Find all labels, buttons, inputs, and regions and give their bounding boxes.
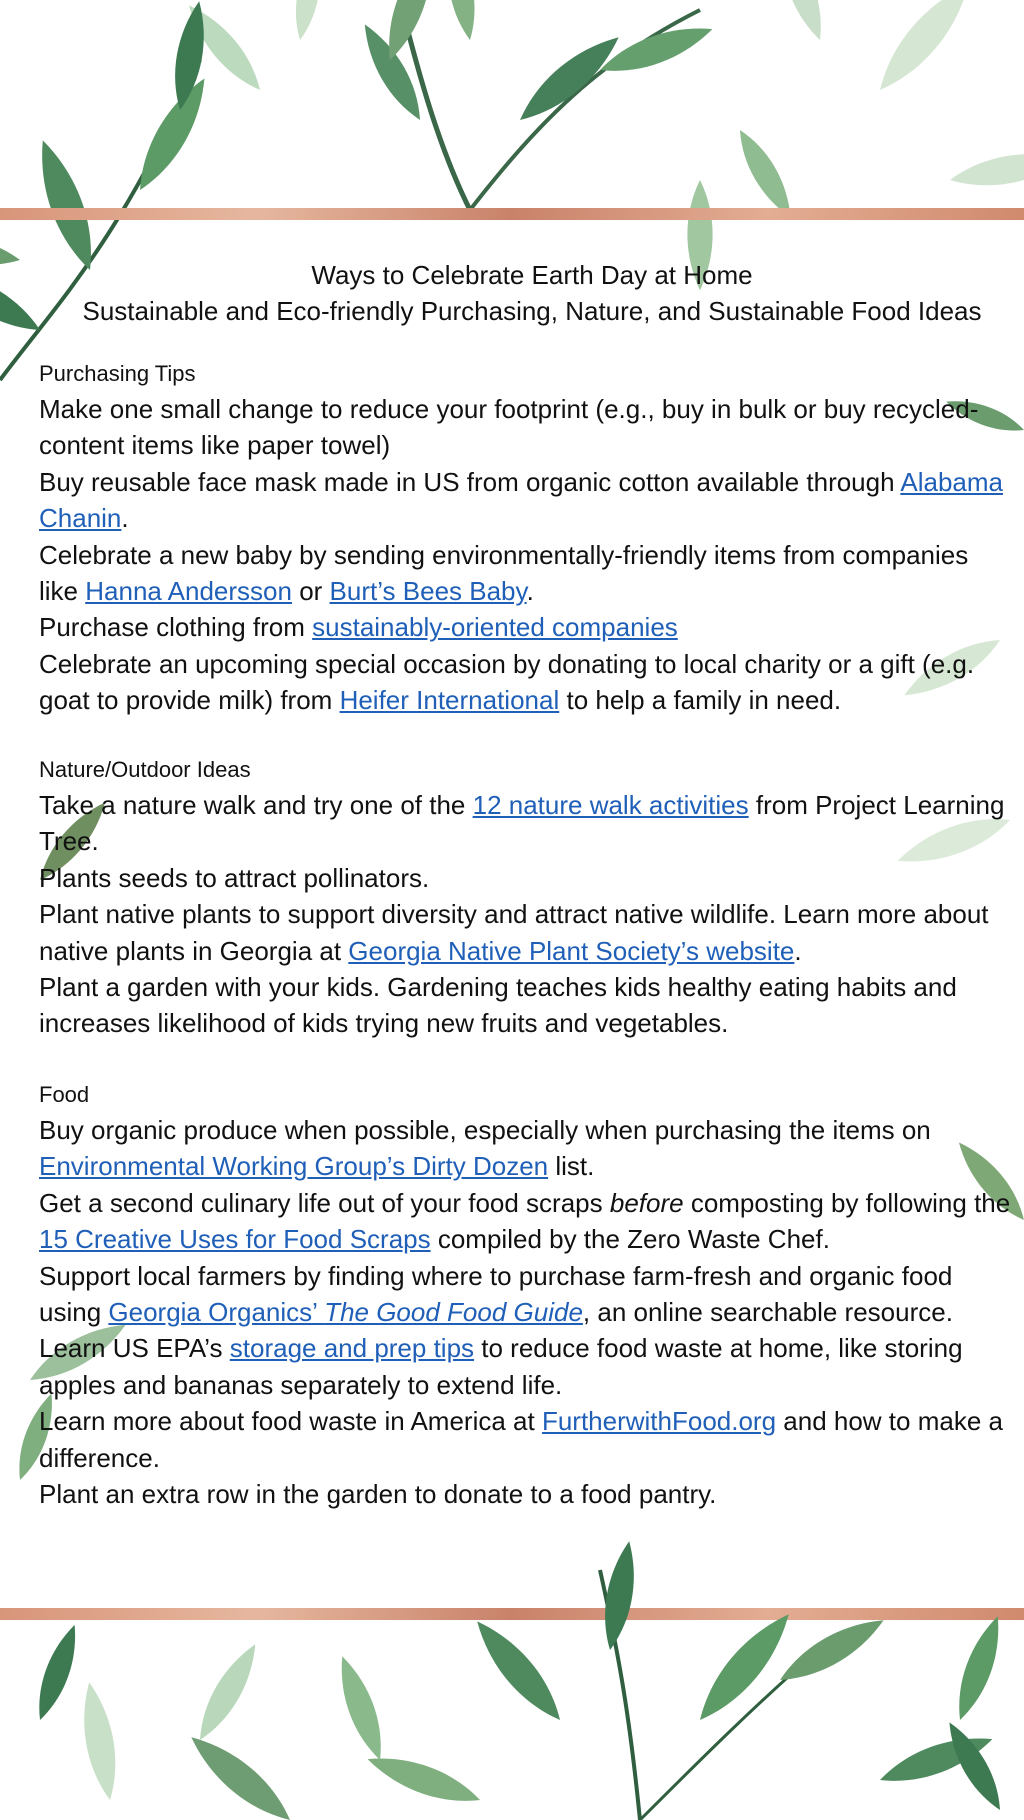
list-item (39, 896, 1014, 969)
item-text: Buy organic produce when possible, especially when purchasing the items on (39, 1115, 931, 1145)
item-list (39, 391, 1014, 719)
item-text: Support local farmers by finding where to purchase farm-fresh and organic food using (39, 1260, 953, 1328)
item-text: Plant a garden with your kids. Gardening teaches kids healthy eating habits and increases likelihood of kids trying new fruits and vegetables. (39, 972, 957, 1039)
inline-link[interactable]: sustainably-oriented companies (312, 612, 678, 643)
item-text: Take a nature walk and try one of the (39, 790, 473, 820)
item-text: . (794, 935, 802, 966)
inline-link[interactable]: Georgia Native Plant Society’s website (348, 935, 795, 966)
inline-link[interactable]: The Good Food Guide (324, 1297, 583, 1328)
list-item (39, 646, 1014, 719)
item-text: or (291, 576, 330, 607)
item-text: . (526, 576, 534, 607)
inline-link[interactable]: Hanna Andersson (85, 576, 292, 607)
inline-link[interactable]: Georgia Organics’ (108, 1297, 325, 1328)
inline-link[interactable]: Heifer International (339, 685, 560, 716)
item-text: Make one small change to reduce your footprint (e.g., buy in bulk or buy recycled-content items like paper towel) (39, 394, 979, 461)
list-item (39, 1330, 1014, 1403)
item-text: from Project Learning Tree. (39, 790, 1005, 857)
item-text: Purchase clothing from (39, 612, 313, 643)
item-text: Get a second culinary life out of your food scraps (39, 1187, 610, 1218)
item-list (39, 787, 1014, 1042)
item-text: to reduce food waste at home, like storing apples and bananas separately to extend life. (39, 1333, 963, 1400)
section-purchasing-tips (39, 357, 1014, 719)
item-text: . (121, 503, 129, 534)
section-food (39, 1078, 1014, 1512)
item-text: Celebrate a new baby by sending environmentally-friendly items from companies like (39, 539, 969, 607)
list-item (39, 1403, 1014, 1476)
item-text: and how to make a difference. (39, 1406, 1003, 1473)
list-item (39, 1476, 1014, 1512)
document-subtitle: Sustainable and Eco-friendly Purchasing, Nature, and Sustainable Food Ideas (82, 296, 982, 326)
item-text: compiled by the Zero Waste Chef. (430, 1224, 830, 1255)
item-text: Plants seeds to attract pollinators. (39, 862, 430, 893)
item-text: Learn US EPA’s (39, 1333, 230, 1364)
item-list (39, 1112, 1014, 1512)
list-item (39, 391, 1014, 464)
list-item (39, 464, 1014, 537)
inline-link[interactable]: FurtherwithFood.org (541, 1406, 777, 1437)
list-item (39, 1185, 1014, 1258)
list-item (39, 860, 1014, 896)
list-item (39, 609, 1014, 645)
section-heading: Food (39, 1082, 90, 1107)
section-heading: Nature/Outdoor Ideas (39, 757, 251, 782)
list-item (39, 787, 1014, 860)
item-text: Celebrate an upcoming special occasion by donating to local charity or a gift (e.g. goat to provide milk) from (39, 648, 975, 716)
list-item (39, 537, 1014, 610)
list-item (39, 1112, 1014, 1185)
item-text: to help a family in need. (559, 685, 842, 716)
list-item (39, 969, 1014, 1042)
item-text: Plant an extra row in the garden to donate to a food pantry. (39, 1479, 717, 1510)
item-text: Buy reusable face mask made in US from organic cotton available through (39, 466, 901, 497)
inline-link[interactable]: storage and prep tips (229, 1333, 475, 1364)
item-text: list. (548, 1151, 595, 1182)
document-title: Ways to Celebrate Earth Day at Home (311, 260, 753, 290)
item-text: composting by following the (683, 1187, 1011, 1218)
inline-link[interactable]: Environmental Working Group’s Dirty Dozen (39, 1151, 549, 1182)
inline-link[interactable]: 15 Creative Uses for Food Scraps (39, 1224, 431, 1255)
item-text: Plant native plants to support diversity and attract native wildlife. Learn more about native plants in Georgia at (39, 899, 989, 966)
inline-link[interactable]: Burt’s Bees Baby (329, 576, 527, 607)
item-text: , an online searchable resource. (582, 1297, 953, 1328)
item-text: before (609, 1187, 684, 1218)
inline-link[interactable]: Alabama Chanin (39, 466, 1003, 534)
list-item (39, 1258, 1014, 1331)
inline-link[interactable]: 12 nature walk activities (472, 790, 749, 820)
section-nature-outdoor-ideas (39, 753, 1014, 1042)
section-heading: Purchasing Tips (39, 361, 196, 386)
item-text: Learn more about food waste in America at (39, 1406, 542, 1437)
